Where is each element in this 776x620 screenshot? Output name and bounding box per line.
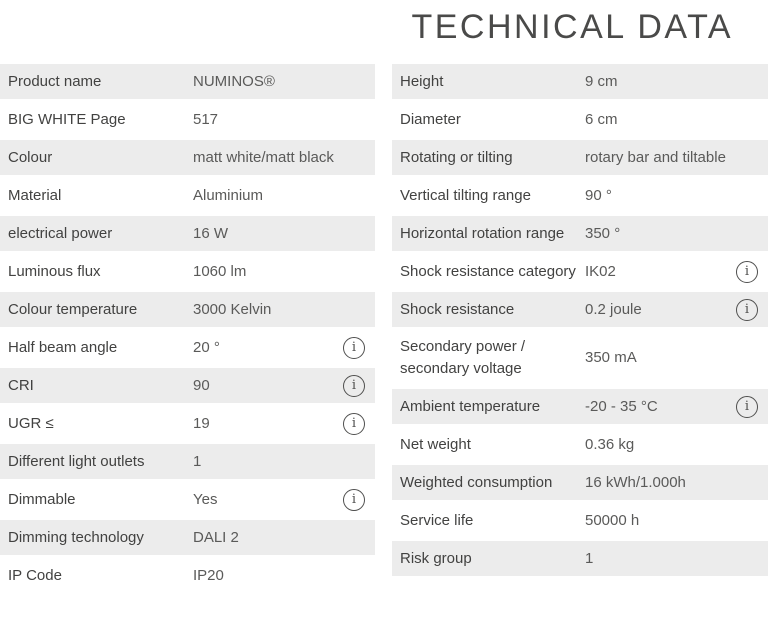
spec-value: 19: [193, 414, 210, 432]
spec-row: [0, 368, 375, 403]
spec-value: 1: [585, 549, 594, 567]
spec-value: 350 °: [585, 224, 621, 242]
spec-value: DALI 2: [193, 528, 239, 546]
spec-value: 6 cm: [585, 110, 618, 128]
spec-value: 1: [193, 452, 202, 470]
spec-row: [0, 558, 375, 593]
spec-value: 0.36 kg: [585, 435, 635, 453]
spec-label: Risk group: [400, 549, 472, 567]
spec-value: 90: [193, 376, 210, 394]
spec-value: NUMINOS®: [193, 72, 275, 90]
spec-label: Colour temperature: [8, 300, 138, 318]
spec-label: Horizontal rotation range: [400, 224, 565, 242]
spec-row: [392, 254, 768, 289]
spec-row: [0, 520, 375, 555]
spec-value: IP20: [193, 566, 224, 584]
spec-row: [0, 102, 375, 137]
spec-value: 16 W: [193, 224, 229, 242]
spec-row: [0, 140, 375, 175]
spec-value: 50000 h: [585, 511, 640, 529]
spec-row: [392, 102, 768, 137]
spec-row: [0, 444, 375, 479]
spec-label: IP Code: [8, 566, 62, 584]
page-title: TECHNICAL DATA: [411, 8, 733, 46]
info-icon[interactable]: i: [736, 261, 758, 283]
spec-label: Colour: [8, 148, 53, 166]
spec-row: [392, 292, 768, 327]
spec-table-left: [0, 64, 375, 596]
spec-row: [392, 216, 768, 251]
spec-label: Height: [400, 72, 444, 90]
info-icon[interactable]: i: [736, 299, 758, 321]
spec-value: matt white/matt black: [193, 148, 334, 166]
spec-label: Vertical tilting range: [400, 186, 531, 204]
spec-value: 3000 Kelvin: [193, 300, 272, 318]
spec-label: Secondary power / secondary voltage: [400, 338, 526, 377]
spec-label: Ambient temperature: [400, 397, 541, 415]
spec-label: Different light outlets: [8, 452, 145, 470]
spec-label: electrical power: [8, 224, 113, 242]
spec-label: Diameter: [400, 110, 461, 128]
info-icon[interactable]: i: [343, 489, 365, 511]
spec-row: [0, 64, 375, 99]
spec-value: 16 kWh/1.000h: [585, 473, 686, 491]
spec-row: [0, 330, 375, 365]
spec-label: Rotating or tilting: [400, 148, 513, 166]
spec-label: Weighted consumption: [400, 473, 553, 491]
spec-value: 350 mA: [585, 349, 637, 366]
spec-label: Shock resistance: [400, 300, 515, 318]
spec-row: [392, 178, 768, 213]
spec-row: [392, 389, 768, 424]
spec-value: IK02: [585, 262, 616, 280]
info-icon[interactable]: i: [343, 413, 365, 435]
spec-row: [392, 140, 768, 175]
spec-row: [0, 406, 375, 441]
spec-value: 517: [193, 110, 219, 128]
spec-value: Yes: [193, 490, 218, 508]
spec-value: 20 °: [193, 338, 220, 356]
info-icon[interactable]: i: [343, 375, 365, 397]
spec-label: Material: [8, 186, 62, 204]
spec-value: 1060 lm: [193, 262, 247, 280]
spec-value: rotary bar and tiltable: [585, 148, 726, 166]
spec-row: [392, 503, 768, 538]
spec-table-right: [392, 64, 768, 579]
spec-label: Net weight: [400, 435, 471, 453]
spec-row: [392, 64, 768, 99]
spec-label: Luminous flux: [8, 262, 101, 280]
spec-label: CRI: [8, 376, 34, 394]
info-icon[interactable]: i: [343, 337, 365, 359]
spec-value: -20 - 35 °C: [585, 397, 658, 415]
spec-row: [0, 482, 375, 517]
spec-label: Dimmable: [8, 490, 76, 508]
spec-row: [392, 541, 768, 576]
spec-value: 9 cm: [585, 72, 618, 90]
spec-row: [392, 330, 768, 386]
spec-row: [392, 465, 768, 500]
spec-label: Dimming technology: [8, 528, 144, 546]
spec-label: BIG WHITE Page: [8, 110, 126, 128]
spec-row: [0, 216, 375, 251]
spec-value: 90 °: [585, 186, 612, 204]
spec-row: [0, 178, 375, 213]
spec-value: 0.2 joule: [585, 300, 642, 318]
info-icon[interactable]: i: [736, 396, 758, 418]
spec-label: Half beam angle: [8, 338, 118, 356]
spec-label: Product name: [8, 72, 102, 90]
spec-label: UGR ≤: [8, 414, 54, 432]
spec-label: Shock resistance category: [400, 262, 576, 280]
spec-value: Aluminium: [193, 186, 264, 204]
spec-row: [0, 292, 375, 327]
spec-row: [392, 427, 768, 462]
spec-label: Service life: [400, 511, 474, 529]
spec-row: [0, 254, 375, 289]
